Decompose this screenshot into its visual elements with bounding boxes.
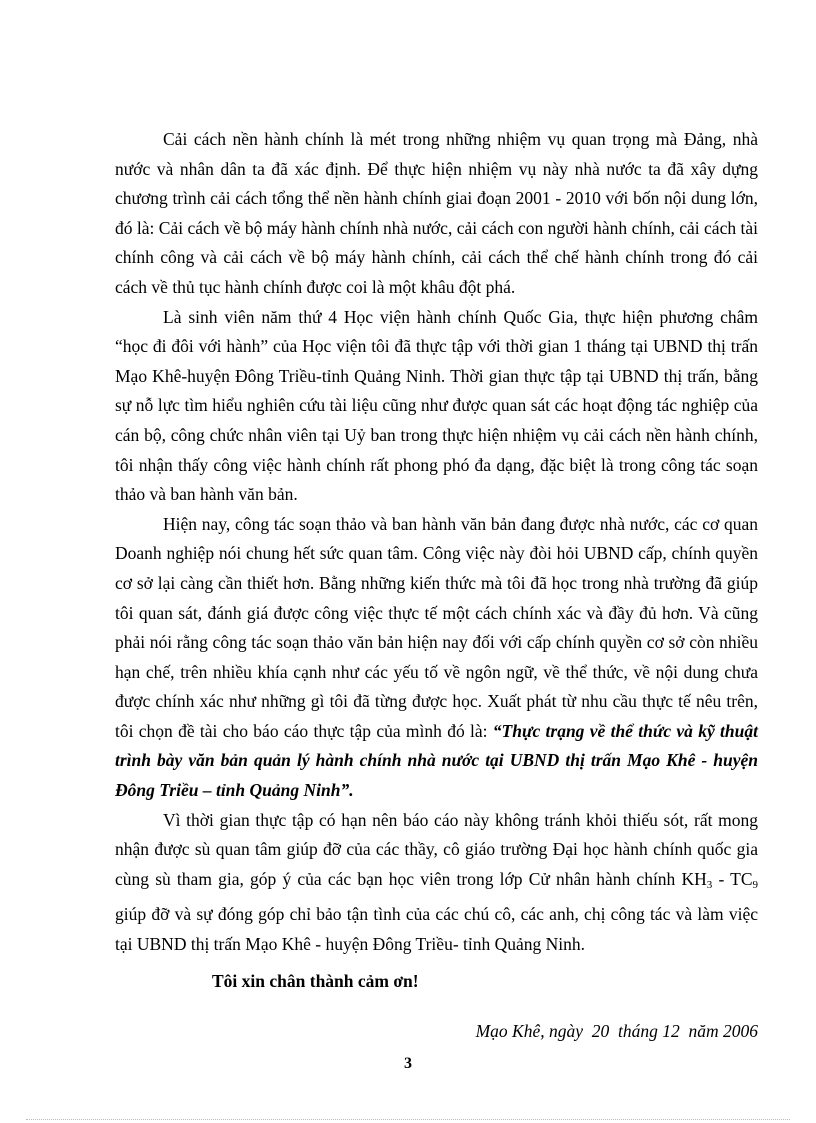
thanks-text-c: giúp đỡ và sự đóng góp chỉ bảo tận tình của các chú cô, các anh, chị công tác và làm việc tại UBND thị trấn Mạo Khê - huyện Đông Triều- tỉnh Quảng Ninh. — [115, 904, 758, 955]
document-body — [115, 125, 758, 1046]
footer-divider — [26, 1119, 790, 1120]
class-subscript-2: 9 — [752, 878, 758, 891]
dateline: Mạo Khê, ngày 20 tháng 12 năm 2006 — [475, 1020, 758, 1041]
page-number: 3 — [404, 1055, 412, 1072]
thanks-text-a: Vì thời gian thực tập có hạn nên báo cáo này không tránh khỏi thiếu sót, rất mong nhận được sù quan tâm giúp đỡ của các thầy, cô giáo trường Đại học hành chính quốc gia cùng sù tham gia, góp ý của các bạn học viên trong lớp Cử nhân hành chính KH — [115, 809, 758, 889]
paragraph-thanks — [115, 806, 758, 960]
closing-line: Tôi xin chân thành cảm ơn! — [212, 970, 419, 991]
paragraph-topic — [115, 510, 758, 806]
paragraph-intro: Cải cách nền hành chính là mét trong những nhiệm vụ quan trọng mà Đảng, nhà nước và nhân dân ta đã xác định. Để thực hiện nhiệm vụ này nhà nước ta đã xây dựng chương trình cải cách tổng thể nền hành chính giai đoạn 2001 - 2010 với bốn nội dung lớn, đó là: Cải cách về bộ máy hành chính nhà nước, cải cách con người hành chính, cải cách tài chính công và cải cách về bộ máy hành chính, cải cách thể chế hành chính trong đó cải cách về thủ tục hành chính được coi là một khâu đột phá. — [115, 129, 758, 297]
class-subscript-1: 3 — [706, 878, 713, 891]
paragraph-topic-text: Hiện nay, công tác soạn thảo và ban hành văn bản đang được nhà nước, các cơ quan Doanh nghiệp nói chung hết sức quan tâm. Công việc này đòi hỏi UBND cấp, chính quyền cơ sở lại càng cần thiết hơn. Bằng những kiến thức mà tôi đã học trong nhà trường đã giúp tôi quan sát, đánh giá được công việc thực tế một cách chính xác và đầy đủ hơn. Và cũng phải nói rằng công tác soạn thảo văn bản hiện nay đối với cấp chính quyền cơ sở còn nhiều hạn chế, trên nhiều khía cạnh như các yếu tố về ngôn ngữ, về thể thức, về nội dung chưa được chính xác như những gì tôi đã từng được học. Xuất phát từ nhu cầu thực tế nêu trên, tôi chọn đề tài cho báo cáo thực tập của mình đó là: — [115, 513, 758, 741]
thanks-text-b: - TC — [712, 868, 753, 889]
paragraph-student: Là sinh viên năm thứ 4 Học viện hành chính Quốc Gia, thực hiện phương châm “học đi đôi với hành” của Học viện tôi đã thực tập với thời gian 1 tháng tại UBND thị trấn Mạo Khê-huyện Đông Triều-tỉnh Quảng Ninh. Thời gian thực tập tại UBND thị trấn, bằng sự nỗ lực tìm hiểu nghiên cứu tài liệu cũng như được quan sát các hoạt động tác nghiệp của cán bộ, công chức nhân viên tại Uỷ ban trong thực hiện nhiệm vụ cải cách nền hành chính, tôi nhận thấy công việc hành chính rất phong phó đa dạng, đặc biệt là trong công tác soạn thảo và ban hành văn bản. — [115, 306, 758, 505]
report-topic-title: “Thực trạng về thể thức và kỹ thuật trình bày văn bản quản lý hành chính nhà nước tại UBND thị trấn Mạo Khê - huyện Đông Triều – tỉnh Quảng Ninh”. — [115, 720, 758, 801]
